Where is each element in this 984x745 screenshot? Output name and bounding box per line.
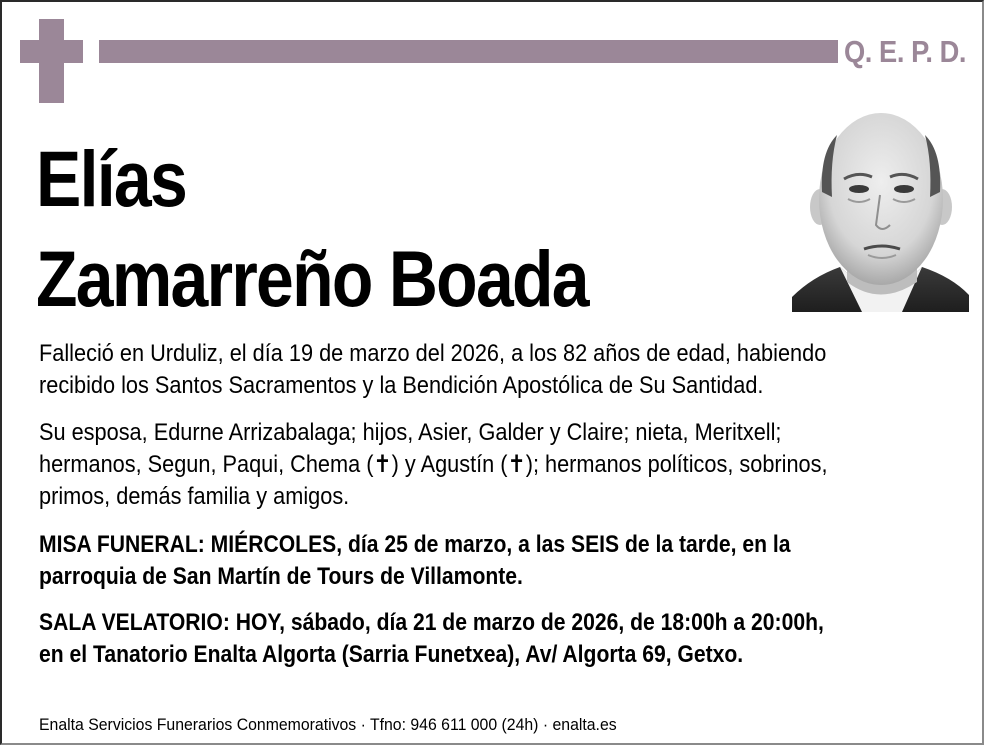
text-line: Falleció en Urduliz, el día 19 de marzo del 2026, a los 82 años de edad, habiendo xyxy=(39,340,827,367)
deceased-surnames: Zamarreño Boada xyxy=(36,234,588,323)
text-line: en el Tanatorio Enalta Algorta (Sarria Funetxea), Av/ Algorta 69, Getxo. xyxy=(39,641,744,668)
family-paragraph xyxy=(39,417,910,513)
deceased-photo xyxy=(792,107,969,312)
text-line: recibido los Santos Sacramentos y la Bendición Apostólica de Su Santidad. xyxy=(39,372,764,399)
wake-room-paragraph xyxy=(39,607,931,671)
cross-horizontal-bar xyxy=(20,40,83,63)
header-rule xyxy=(99,40,838,63)
text-line: SALA VELATORIO: HOY, sábado, día 21 de marzo de 2026, de 18:00h a 20:00h, xyxy=(39,609,824,636)
qepd-label: Q. E. P. D. xyxy=(844,34,967,69)
funeral-home-footer: Enalta Servicios Funerarios Conmemorativos · Tfno: 946 611 000 (24h) · enalta.es xyxy=(39,715,617,734)
text-line: MISA FUNERAL: MIÉRCOLES, día 25 de marzo, a las SEIS de la tarde, en la xyxy=(39,531,791,558)
text-line: hermanos, Segun, Paqui, Chema (✝) y Agustín (✝); hermanos políticos, sobrinos, xyxy=(39,451,828,478)
text-line: parroquia de San Martín de Tours de Villamonte. xyxy=(39,563,523,590)
deceased-first-name: Elías xyxy=(36,134,187,223)
text-line: Su esposa, Edurne Arrizabalaga; hijos, Asier, Galder y Claire; nieta, Meritxell; xyxy=(39,419,782,446)
funeral-mass-paragraph xyxy=(39,529,893,593)
death-notice-paragraph xyxy=(39,338,909,402)
text-line: primos, demás familia y amigos. xyxy=(39,483,350,510)
